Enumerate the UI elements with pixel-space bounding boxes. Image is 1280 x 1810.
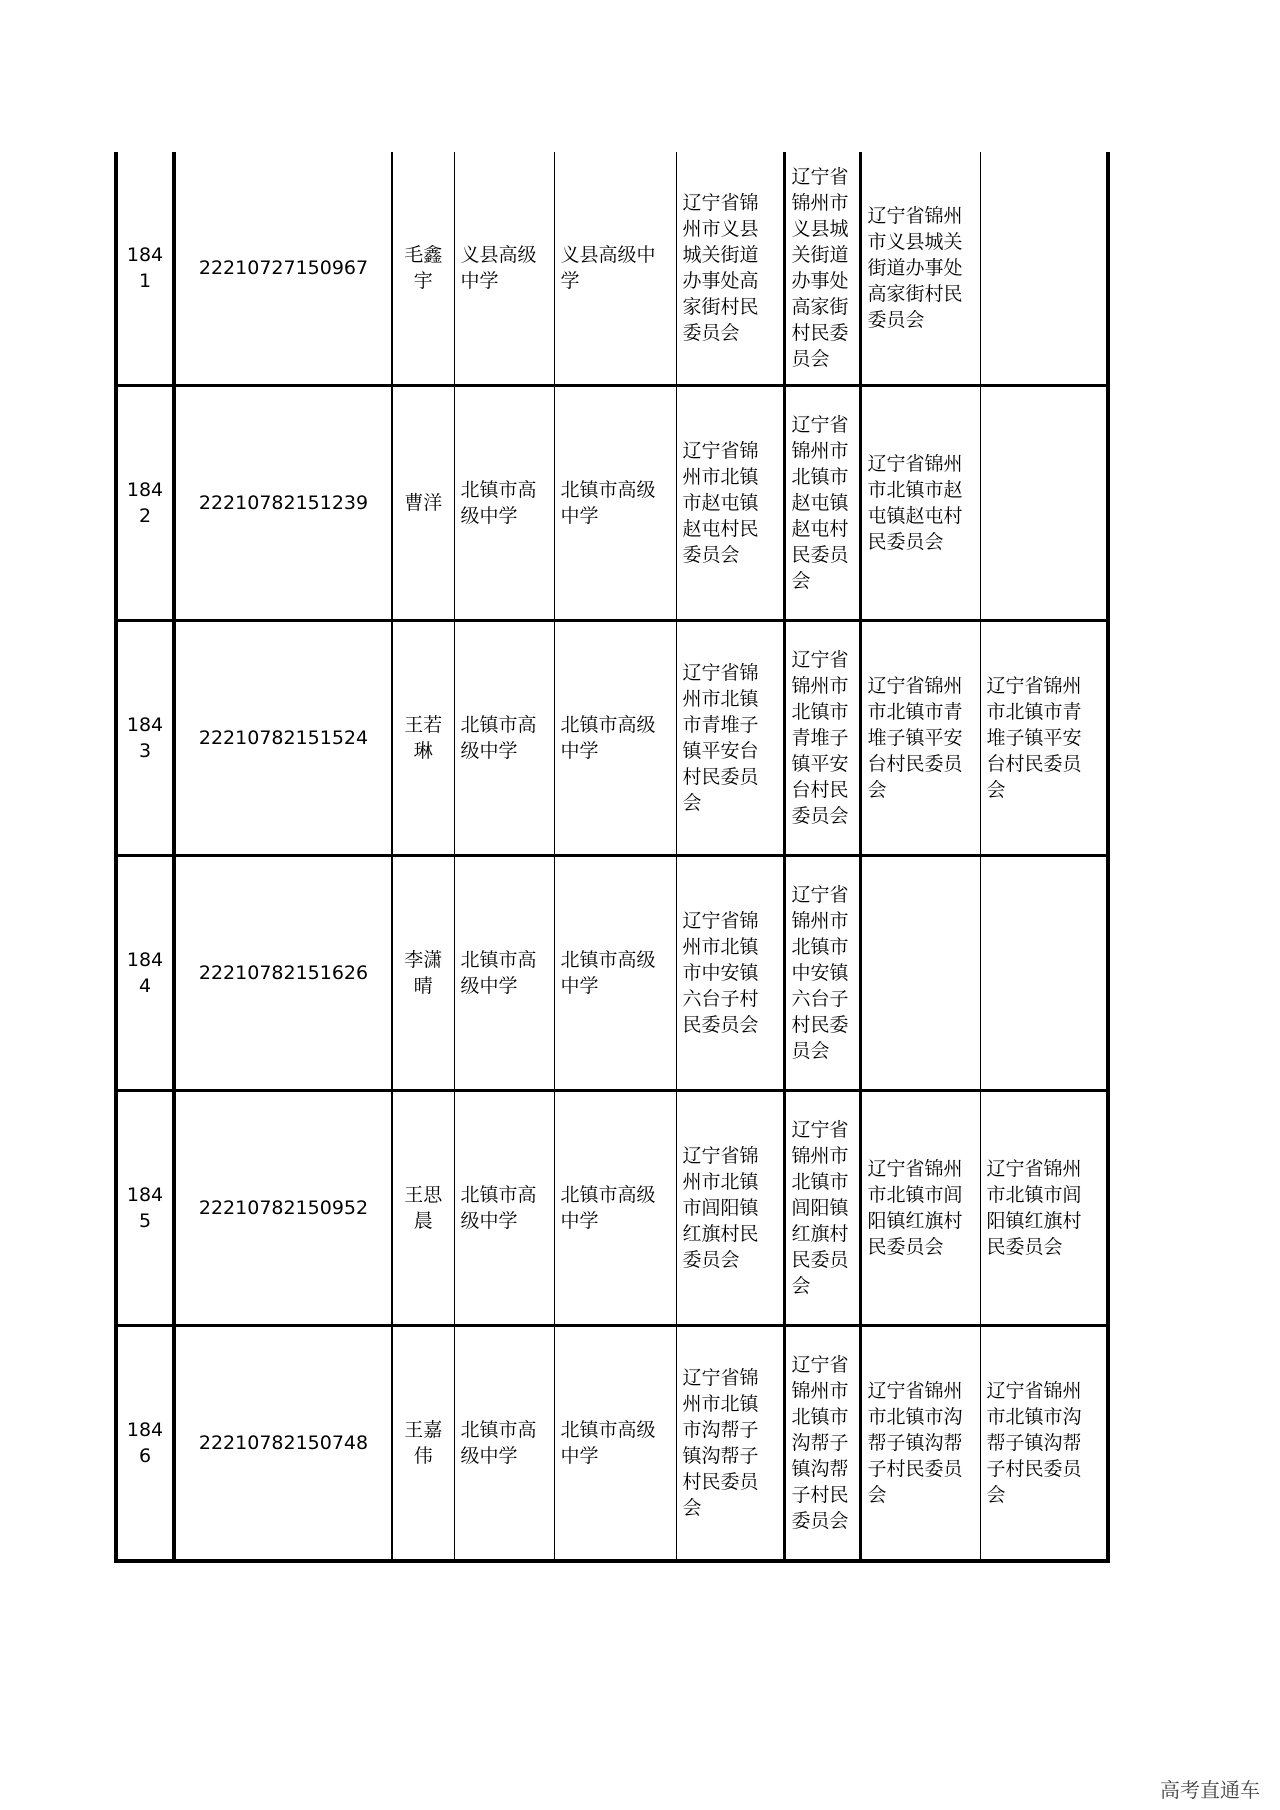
- exam-id-cell: 22210782151239: [174, 386, 392, 621]
- table-row: [116, 1091, 1108, 1326]
- address-1-cell: 辽宁省锦州市北镇市青堆子镇平安台村民委员会: [676, 621, 784, 856]
- address-1-cell: 辽宁省锦州市北镇市沟帮子镇沟帮子村民委员会: [676, 1326, 784, 1562]
- student-name-cell: 毛鑫宇: [392, 152, 454, 386]
- address-1-cell: 辽宁省锦州市北镇市赵屯镇赵屯村民委员会: [676, 386, 784, 621]
- address-4-cell: [980, 856, 1108, 1091]
- address-1-cell: 辽宁省锦州市北镇市中安镇六台子村民委员会: [676, 856, 784, 1091]
- student-name-cell: 王思晨: [392, 1091, 454, 1326]
- school-name-2-cell: 北镇市高级中学: [554, 621, 676, 856]
- address-3-cell: 辽宁省锦州市北镇市青堆子镇平安台村民委员会: [860, 621, 980, 856]
- address-4-cell: 辽宁省锦州市北镇市闾阳镇红旗村民委员会: [980, 1091, 1108, 1326]
- student-name-cell: 曹洋: [392, 386, 454, 621]
- address-4-cell: 辽宁省锦州市北镇市青堆子镇平安台村民委员会: [980, 621, 1108, 856]
- school-name-2-cell: 北镇市高级中学: [554, 386, 676, 621]
- row-number-cell: 1843: [116, 621, 174, 856]
- student-table: [114, 152, 1110, 1563]
- row-number-cell: 1844: [116, 856, 174, 1091]
- address-2-cell: 辽宁省锦州市北镇市中安镇六台子村民委员会: [784, 856, 860, 1091]
- address-1-cell: 辽宁省锦州市义县城关街道办事处高家街村民委员会: [676, 152, 784, 386]
- watermark: 高考直通车: [1160, 1778, 1260, 1802]
- exam-id-cell: 22210782151524: [174, 621, 392, 856]
- school-name-2-cell: 北镇市高级中学: [554, 1091, 676, 1326]
- table-body: [116, 152, 1108, 1561]
- exam-id-cell: 22210782150748: [174, 1326, 392, 1562]
- row-number-cell: 1846: [116, 1326, 174, 1562]
- student-name-cell: 李潇晴: [392, 856, 454, 1091]
- school-name-cell: 北镇市高级中学: [454, 1091, 554, 1326]
- address-3-cell: 辽宁省锦州市北镇市赵屯镇赵屯村民委员会: [860, 386, 980, 621]
- exam-id-cell: 22210782151626: [174, 856, 392, 1091]
- school-name-cell: 北镇市高级中学: [454, 1326, 554, 1562]
- address-4-cell: 辽宁省锦州市北镇市沟帮子镇沟帮子村民委员会: [980, 1326, 1108, 1562]
- row-number-cell: 1842: [116, 386, 174, 621]
- address-2-cell: 辽宁省锦州市北镇市沟帮子镇沟帮子村民委员会: [784, 1326, 860, 1562]
- address-4-cell: [980, 152, 1108, 386]
- address-2-cell: 辽宁省锦州市北镇市闾阳镇红旗村民委员会: [784, 1091, 860, 1326]
- table-row: [116, 1326, 1108, 1562]
- address-4-cell: [980, 386, 1108, 621]
- school-name-2-cell: 北镇市高级中学: [554, 1326, 676, 1562]
- school-name-cell: 北镇市高级中学: [454, 386, 554, 621]
- table-row: [116, 152, 1108, 386]
- address-2-cell: 辽宁省锦州市北镇市青堆子镇平安台村民委员会: [784, 621, 860, 856]
- address-2-cell: 辽宁省锦州市义县城关街道办事处高家街村民委员会: [784, 152, 860, 386]
- table-row: [116, 386, 1108, 621]
- address-3-cell: 辽宁省锦州市北镇市沟帮子镇沟帮子村民委员会: [860, 1326, 980, 1562]
- address-1-cell: 辽宁省锦州市北镇市闾阳镇红旗村民委员会: [676, 1091, 784, 1326]
- table-row: [116, 621, 1108, 856]
- table-row: [116, 856, 1108, 1091]
- student-name-cell: 王嘉伟: [392, 1326, 454, 1562]
- row-number-cell: 1845: [116, 1091, 174, 1326]
- address-3-cell: 辽宁省锦州市北镇市闾阳镇红旗村民委员会: [860, 1091, 980, 1326]
- school-name-cell: 北镇市高级中学: [454, 621, 554, 856]
- address-3-cell: [860, 856, 980, 1091]
- school-name-2-cell: 义县高级中学: [554, 152, 676, 386]
- school-name-cell: 义县高级中学: [454, 152, 554, 386]
- row-number-cell: 1841: [116, 152, 174, 386]
- address-3-cell: 辽宁省锦州市义县城关街道办事处高家街村民委员会: [860, 152, 980, 386]
- school-name-2-cell: 北镇市高级中学: [554, 856, 676, 1091]
- school-name-cell: 北镇市高级中学: [454, 856, 554, 1091]
- exam-id-cell: 22210727150967: [174, 152, 392, 386]
- student-name-cell: 王若琳: [392, 621, 454, 856]
- address-2-cell: 辽宁省锦州市北镇市赵屯镇赵屯村民委员会: [784, 386, 860, 621]
- exam-id-cell: 22210782150952: [174, 1091, 392, 1326]
